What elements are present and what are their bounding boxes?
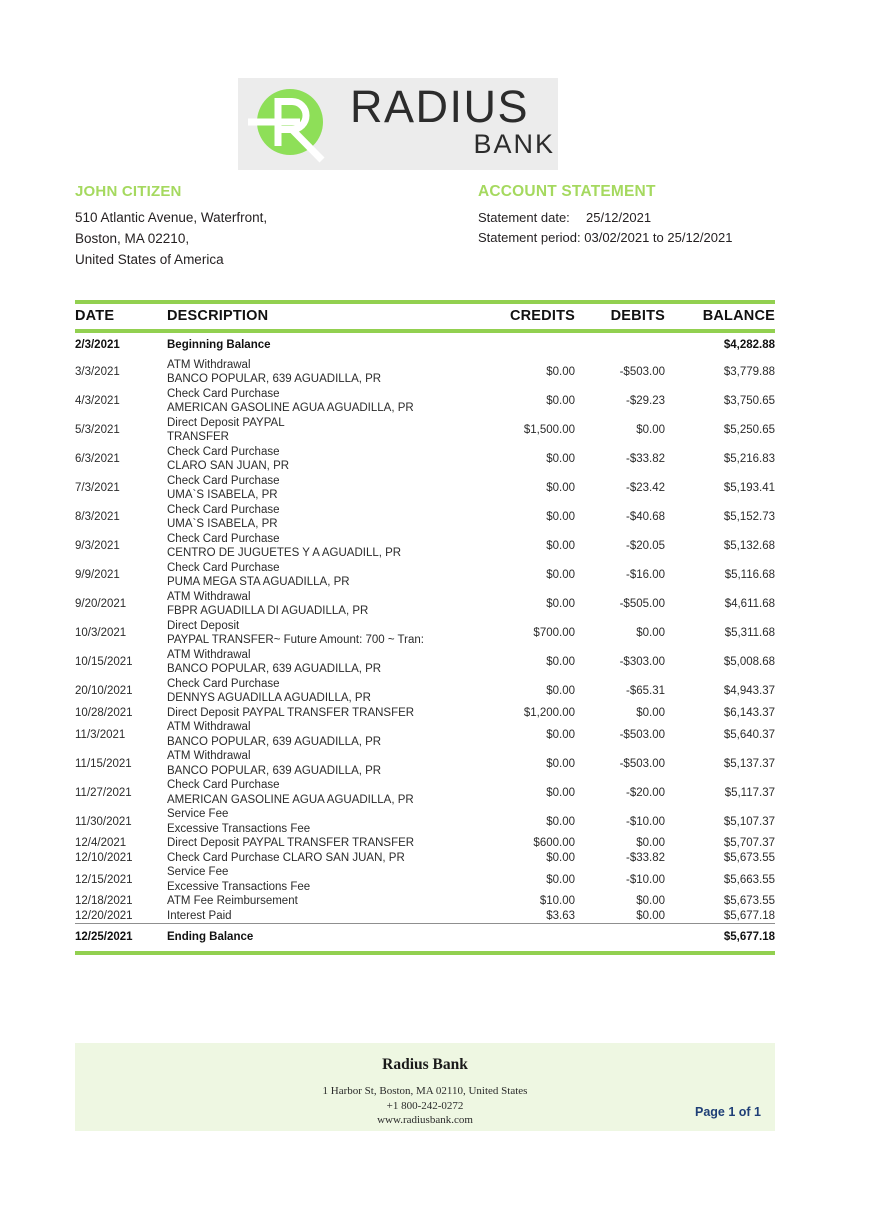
column-header-credits: CREDITS <box>463 302 575 331</box>
row-date: 12/20/2021 <box>75 909 133 922</box>
footer-address: 1 Harbor St, Boston, MA 02110, United States <box>322 1085 528 1097</box>
row-description <box>167 387 463 416</box>
table-row <box>75 894 775 909</box>
wordmark-primary: RADIUS <box>350 81 530 132</box>
row-debits: -$503.00 <box>619 366 665 378</box>
row-date: 11/27/2021 <box>75 786 132 799</box>
row-credits: $0.00 <box>546 851 575 864</box>
ending-balance-row <box>75 924 775 953</box>
row-debits: $0.00 <box>636 424 665 436</box>
table-row <box>75 909 775 924</box>
row-credits: $0.00 <box>546 366 575 378</box>
row-description-line-2: PAYPAL TRANSFER~ Future Amount: 700 ~ Tran: <box>167 634 424 646</box>
page-number: Page 1 of 1 <box>695 1105 761 1119</box>
row-description <box>167 590 463 619</box>
row-description-line-1: Service Fee <box>167 866 229 878</box>
row-balance: $5,008.68 <box>723 656 775 668</box>
row-description <box>167 619 463 648</box>
row-description-line-2: Direct Deposit PAYPAL TRANSFER TRANSFER <box>167 837 415 849</box>
row-credits: $0.00 <box>546 540 575 552</box>
row-balance: $5,137.37 <box>723 757 775 770</box>
bank-logo <box>238 78 558 170</box>
row-balance: $5,152.73 <box>723 511 775 523</box>
row-debits: -$503.00 <box>619 728 665 741</box>
column-header-balance: BALANCE <box>665 302 775 331</box>
row-balance: $5,677.18 <box>723 909 775 922</box>
row-debits: -$33.82 <box>625 851 665 864</box>
row-date: 11/3/2021 <box>75 728 126 741</box>
row-debits: -$505.00 <box>619 598 665 610</box>
table-row <box>75 778 775 807</box>
row-debits: -$33.82 <box>625 453 665 465</box>
row-credits: $0.00 <box>546 598 575 610</box>
table-row <box>75 851 775 866</box>
row-credits: $0.00 <box>546 656 575 668</box>
row-balance: $5,663.55 <box>723 873 775 886</box>
row-description <box>167 677 463 706</box>
row-balance: $5,250.65 <box>723 424 775 436</box>
row-credits: $0.00 <box>546 482 575 494</box>
table-row <box>75 445 775 474</box>
table-row <box>75 590 775 619</box>
row-credits: $0.00 <box>546 757 575 770</box>
row-description <box>167 865 463 894</box>
row-description-line-1: Check Card Purchase <box>167 503 280 516</box>
row-debits: $0.00 <box>636 837 665 850</box>
statement-title: ACCOUNT STATEMENT <box>478 183 656 200</box>
row-balance: $5,673.55 <box>723 895 775 908</box>
row-description-line-1: Service Fee <box>167 808 229 820</box>
beginning-balance-amount: $4,282.88 <box>723 339 775 352</box>
row-debits: $0.00 <box>636 706 665 719</box>
row-date: 8/3/2021 <box>75 511 120 523</box>
row-balance: $5,640.37 <box>723 728 775 741</box>
row-credits: $1,200.00 <box>523 706 575 719</box>
row-description-line-1: Check Card Purchase <box>167 561 280 574</box>
column-header-debits: DEBITS <box>575 302 665 331</box>
footer-content <box>75 1056 775 1128</box>
customer-name: JOHN CITIZEN <box>75 183 182 200</box>
row-debits: -$303.00 <box>619 656 665 668</box>
table-row <box>75 677 775 706</box>
row-date: 9/20/2021 <box>75 598 127 610</box>
table-header-row <box>75 302 775 331</box>
row-description <box>167 648 463 677</box>
row-date: 11/30/2021 <box>75 815 132 828</box>
footer-phone: +1 800-242-0272 <box>386 1099 464 1112</box>
row-balance: $5,116.68 <box>724 569 775 581</box>
row-description-line-2: PUMA MEGA STA AGUADILLA, PR <box>167 576 350 588</box>
row-description-line-1: Check Card Purchase <box>167 445 280 458</box>
ending-balance-date: 12/25/2021 <box>75 924 167 953</box>
row-balance: $4,943.37 <box>723 685 775 697</box>
statement-date-label: Statement date: <box>478 210 570 225</box>
row-description <box>167 706 463 721</box>
table-row <box>75 474 775 503</box>
table-row <box>75 807 775 836</box>
page-footer <box>75 1043 775 1131</box>
row-description <box>167 749 463 778</box>
statement-date-row <box>478 208 798 228</box>
row-description <box>167 445 463 474</box>
row-description-line-1: ATM Withdrawal <box>167 750 251 762</box>
statement-period-value: 03/02/2021 to 25/12/2021 <box>584 230 733 245</box>
row-credits: $0.00 <box>546 685 575 697</box>
beginning-balance-credits <box>463 331 575 358</box>
row-balance: $5,117.37 <box>724 786 775 799</box>
row-description-line-2: AMERICAN GASOLINE AGUA AGUADILLA, PR <box>167 402 414 414</box>
row-balance: $4,611.68 <box>724 598 775 610</box>
customer-address-line-1: 510 Atlantic Avenue, Waterfront, <box>75 210 268 225</box>
row-date: 10/3/2021 <box>75 627 127 639</box>
row-debits: -$40.68 <box>625 511 665 523</box>
row-date: 12/15/2021 <box>75 873 133 886</box>
table-row <box>75 416 775 445</box>
row-description <box>167 894 463 909</box>
row-balance: $5,673.55 <box>723 851 775 864</box>
row-description <box>167 836 463 851</box>
table-row <box>75 648 775 677</box>
row-description-line-1: Check Card Purchase <box>167 387 280 400</box>
beginning-balance-description: Beginning Balance <box>167 339 271 351</box>
row-debits: -$16.00 <box>625 569 665 581</box>
row-description <box>167 851 463 866</box>
row-description-line-1: ATM Withdrawal <box>167 648 251 661</box>
row-description-line-2: BANCO POPULAR, 639 AGUADILLA, PR <box>167 735 382 748</box>
footer-website[interactable]: www.radiusbank.com <box>377 1114 473 1126</box>
row-balance: $5,107.37 <box>723 815 775 828</box>
row-credits: $600.00 <box>533 837 575 850</box>
transactions-table <box>75 300 775 955</box>
row-balance: $5,707.37 <box>723 837 775 850</box>
row-description <box>167 561 463 590</box>
row-description-line-2: BANCO POPULAR, 639 AGUADILLA, PR <box>167 663 382 675</box>
row-credits: $0.00 <box>546 815 575 828</box>
beginning-balance-debits <box>575 331 665 358</box>
row-date: 10/28/2021 <box>75 706 133 719</box>
row-debits: $0.00 <box>636 895 665 908</box>
row-description-line-1: Check Card Purchase <box>167 677 280 690</box>
row-date: 7/3/2021 <box>75 482 120 494</box>
table-row <box>75 561 775 590</box>
row-credits: $3.63 <box>546 909 575 922</box>
row-description-line-1: ATM Withdrawal <box>167 590 251 603</box>
row-description <box>167 720 463 749</box>
row-description-line-2: Excessive Transactions Fee <box>167 822 311 835</box>
row-date: 9/3/2021 <box>75 540 120 552</box>
table-row <box>75 749 775 778</box>
row-credits: $0.00 <box>546 728 575 741</box>
row-credits: $0.00 <box>546 511 575 523</box>
column-header-description: DESCRIPTION <box>167 302 463 331</box>
row-debits: -$20.00 <box>625 786 665 799</box>
row-credits: $0.00 <box>546 395 575 407</box>
row-debits: -$10.00 <box>625 815 665 828</box>
table-row <box>75 720 775 749</box>
row-date: 9/9/2021 <box>75 569 120 581</box>
row-credits: $1,500.00 <box>523 424 575 436</box>
row-description-line-2: Excessive Transactions Fee <box>167 880 311 893</box>
row-debits: -$29.23 <box>625 395 665 407</box>
transactions-table-foot <box>75 924 775 953</box>
row-description <box>167 416 463 445</box>
beginning-balance-date: 2/3/2021 <box>75 339 120 352</box>
row-description <box>167 807 463 836</box>
row-balance: $5,132.68 <box>723 540 775 552</box>
row-credits: $0.00 <box>546 453 575 465</box>
row-date: 12/10/2021 <box>75 851 133 864</box>
row-date: 12/4/2021 <box>75 837 127 850</box>
beginning-balance-row <box>75 331 775 358</box>
transactions-table-wrapper <box>75 300 775 955</box>
row-description <box>167 909 463 924</box>
table-row <box>75 619 775 648</box>
row-date: 5/3/2021 <box>75 424 120 436</box>
customer-address-line-2: Boston, MA 02210, <box>75 231 190 246</box>
row-description-line-2: CLARO SAN JUAN, PR <box>167 460 290 472</box>
row-debits: $0.00 <box>636 627 665 639</box>
ending-balance-description: Ending Balance <box>167 924 463 953</box>
column-header-date: DATE <box>75 302 167 331</box>
row-balance: $5,193.41 <box>723 482 775 494</box>
row-credits: $0.00 <box>546 569 575 581</box>
row-description <box>167 358 463 387</box>
customer-address-line-3: United States of America <box>75 252 224 267</box>
row-debits: $0.00 <box>636 909 665 922</box>
row-date: 3/3/2021 <box>75 366 120 378</box>
row-date: 20/10/2021 <box>75 685 133 697</box>
table-row <box>75 836 775 851</box>
customer-info <box>75 183 455 270</box>
row-description-line-2: CENTRO DE JUGUETES Y A AGUADILL, PR <box>167 547 402 559</box>
row-description-line-1: ATM Withdrawal <box>167 358 251 371</box>
row-description-line-2: Direct Deposit PAYPAL TRANSFER TRANSFER <box>167 706 415 719</box>
table-row <box>75 865 775 894</box>
ending-balance-amount: $5,677.18 <box>665 924 775 953</box>
table-row <box>75 387 775 416</box>
row-description <box>167 503 463 532</box>
row-description-line-2: TRANSFER <box>167 431 229 443</box>
ending-balance-credits <box>463 924 575 953</box>
row-description-line-1: Interest Paid <box>167 909 232 922</box>
row-debits: -$65.31 <box>625 685 665 697</box>
table-row <box>75 532 775 561</box>
footer-bank-name: Radius Bank <box>382 1056 468 1073</box>
row-description-line-1: Check Card Purchase <box>167 532 280 545</box>
row-description-line-2: AMERICAN GASOLINE AGUA AGUADILLA, PR <box>167 793 414 806</box>
row-debits: -$23.42 <box>625 482 665 494</box>
row-description-line-2: FBPR AGUADILLA DI AGUADILLA, PR <box>167 605 369 617</box>
row-date: 6/3/2021 <box>75 453 120 465</box>
row-description <box>167 474 463 503</box>
row-balance: $3,779.88 <box>723 366 775 378</box>
row-description-line-1: Check Card Purchase <box>167 779 280 791</box>
row-date: 10/15/2021 <box>75 656 133 668</box>
row-credits: $0.00 <box>546 873 575 886</box>
row-description-line-2: BANCO POPULAR, 639 AGUADILLA, PR <box>167 373 382 385</box>
statement-period-row <box>478 228 798 248</box>
row-balance: $5,216.83 <box>723 453 775 465</box>
radius-r-circle-logo-icon <box>248 84 328 164</box>
wordmark-secondary: BANK <box>473 129 555 159</box>
row-credits: $10.00 <box>539 895 575 908</box>
row-description-line-1: Check Card Purchase <box>167 474 280 487</box>
bank-wordmark <box>350 82 556 166</box>
statement-date-value: 25/12/2021 <box>586 210 652 225</box>
row-credits: $0.00 <box>546 786 575 799</box>
row-description-line-2: UMA`S ISABELA, PR <box>167 489 278 501</box>
row-debits: -$10.00 <box>625 873 665 886</box>
row-balance: $5,311.68 <box>724 627 775 639</box>
row-description-line-2: Check Card Purchase CLARO SAN JUAN, PR <box>167 851 405 864</box>
row-debits: -$20.05 <box>625 540 665 552</box>
table-row <box>75 706 775 721</box>
ending-balance-debits <box>575 924 665 953</box>
table-row <box>75 358 775 387</box>
row-date: 4/3/2021 <box>75 395 120 407</box>
row-balance: $6,143.37 <box>723 706 775 719</box>
table-row <box>75 503 775 532</box>
row-debits: -$503.00 <box>619 757 665 770</box>
row-date: 11/15/2021 <box>75 757 132 770</box>
row-description-line-2: BANCO POPULAR, 639 AGUADILLA, PR <box>167 764 382 777</box>
row-description <box>167 778 463 807</box>
row-description-line-1: Direct Deposit PAYPAL <box>167 416 285 429</box>
row-description-line-1: ATM Withdrawal <box>167 721 251 733</box>
statement-info <box>478 183 798 248</box>
row-description-line-1: Direct Deposit <box>167 619 240 632</box>
transactions-table-body <box>75 331 775 924</box>
row-description-line-2: DENNYS AGUADILLA AGUADILLA, PR <box>167 692 371 704</box>
row-date: 12/18/2021 <box>75 895 133 908</box>
row-description-line-2: UMA`S ISABELA, PR <box>167 518 278 530</box>
row-credits: $700.00 <box>533 627 575 639</box>
row-balance: $3,750.65 <box>723 395 775 407</box>
statement-period-label: Statement period: <box>478 230 581 245</box>
row-description-line-2: ATM Fee Reimbursement <box>167 895 298 907</box>
row-description <box>167 532 463 561</box>
